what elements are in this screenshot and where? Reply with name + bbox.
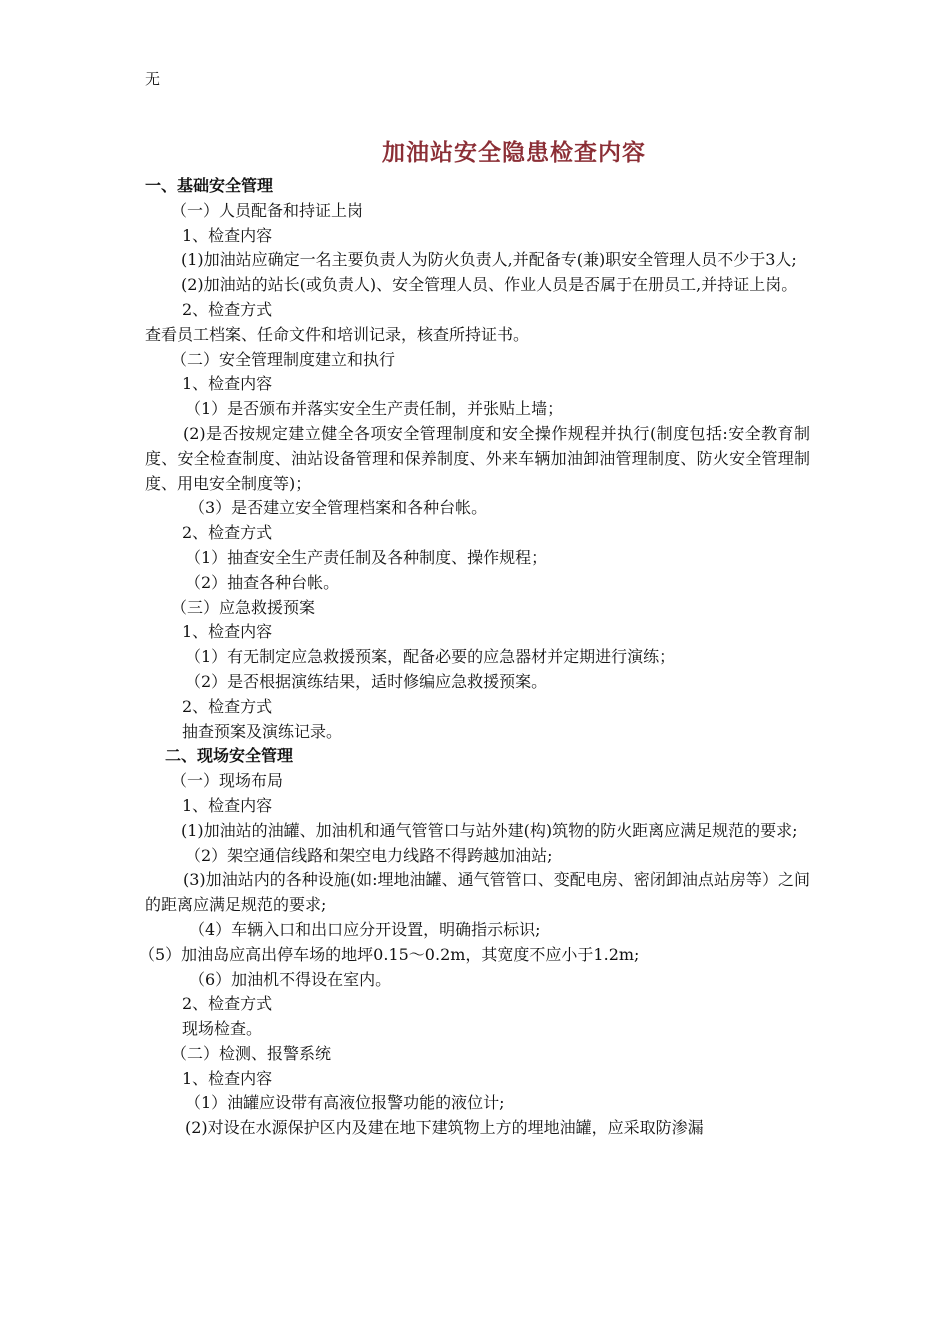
paragraph-line: 1、检查内容: [182, 374, 273, 394]
paragraph-line: (2)是否按规定建立健全各项安全管理制度和安全操作规程并执行(制度包括:安全教育制度、安全检查制度、油站设备管理和保养制度、外来车辆加油卸油管理制度、防火安全管理制度、用电安全制度等)；: [145, 423, 810, 493]
paragraph-line: （二）安全管理制度建立和执行: [171, 349, 396, 369]
paragraph-line: （5）加油岛应高出停车场的地坪0.15～0.2m，其宽度不应小于1.2m;: [139, 944, 640, 964]
paragraph-line: （1）有无制定应急救援预案，配备必要的应急器材并定期进行演练；: [185, 647, 676, 667]
paragraph-line: 1、检查内容: [182, 1068, 273, 1088]
section-heading: 一、基础安全管理: [145, 176, 274, 195]
paragraph-line: （6）加油机不得设在室内。: [189, 969, 392, 989]
paragraph-line: (2)对设在水源保护区内及建在地下建筑物上方的埋地油罐，应采取防渗漏: [185, 1118, 704, 1138]
paragraph-line: 1、检查内容: [182, 795, 273, 815]
paragraph-line: （1）油罐应设带有高液位报警功能的液位计;: [185, 1093, 505, 1113]
paragraph-line: (2)加油站的站长(或负责人)、安全管理人员、作业人员是否属于在册员工,并持证上岗。: [181, 275, 798, 295]
header-mark: 无: [145, 70, 161, 88]
paragraph-line: 2、检查方式: [182, 994, 273, 1014]
paragraph-line: 2、检查方式: [182, 696, 273, 716]
paragraph-line: （2）是否根据演练结果，适时修编应急救援预案。: [185, 671, 548, 691]
paragraph-line: (1)加油站的油罐、加油机和通气管管口与站外建(构)筑物的防火距离应满足规范的要求;: [181, 820, 798, 840]
paragraph-line: （1）是否颁布并落实安全生产责任制，并张贴上墙；: [185, 399, 564, 419]
paragraph-line: （一）现场布局: [171, 771, 284, 791]
paragraph-line: （3）是否建立安全管理档案和各种台帐。: [189, 498, 488, 518]
paragraph-line: （二）检测、报警系统: [171, 1043, 332, 1063]
paragraph-line: (3)加油站内的各种设施(如:埋地油罐、通气管管口、变配电房、密闭卸油点站房等）之间的距离应满足规范的要求;: [145, 870, 810, 915]
paragraph-line: （三）应急救援预案: [171, 597, 316, 617]
paragraph-line: 查看员工档案、任命文件和培训记录，核查所持证书。: [145, 324, 530, 344]
document-body: [139, 174, 810, 1141]
paragraph-line: （1）抽查安全生产责任制及各种制度、操作规程；: [185, 547, 548, 567]
paragraph-line: 1、检查内容: [182, 225, 273, 245]
paragraph-line: （2）架空通信线路和架空电力线路不得跨越加油站;: [185, 845, 553, 865]
document-title: 加油站安全隐患检查内容: [382, 139, 646, 166]
paragraph-line: 2、检查方式: [182, 523, 273, 543]
paragraph-line: （4）车辆入口和出口应分开设置，明确指示标识;: [189, 919, 541, 939]
paragraph-line: 1、检查内容: [182, 622, 273, 642]
paragraph-line: (1)加油站应确定一名主要负责人为防火负责人,并配备专(兼)职安全管理人员不少于3人;: [181, 250, 797, 270]
paragraph-line: 抽查预案及演练记录。: [182, 721, 343, 741]
paragraph-line: 2、检查方式: [182, 299, 273, 319]
section-heading: 二、现场安全管理: [165, 746, 294, 766]
paragraph-line: （2）抽查各种台帐。: [185, 572, 340, 592]
paragraph-line: （一）人员配备和持证上岗: [171, 200, 364, 220]
paragraph-line: 现场检查。: [182, 1019, 263, 1039]
